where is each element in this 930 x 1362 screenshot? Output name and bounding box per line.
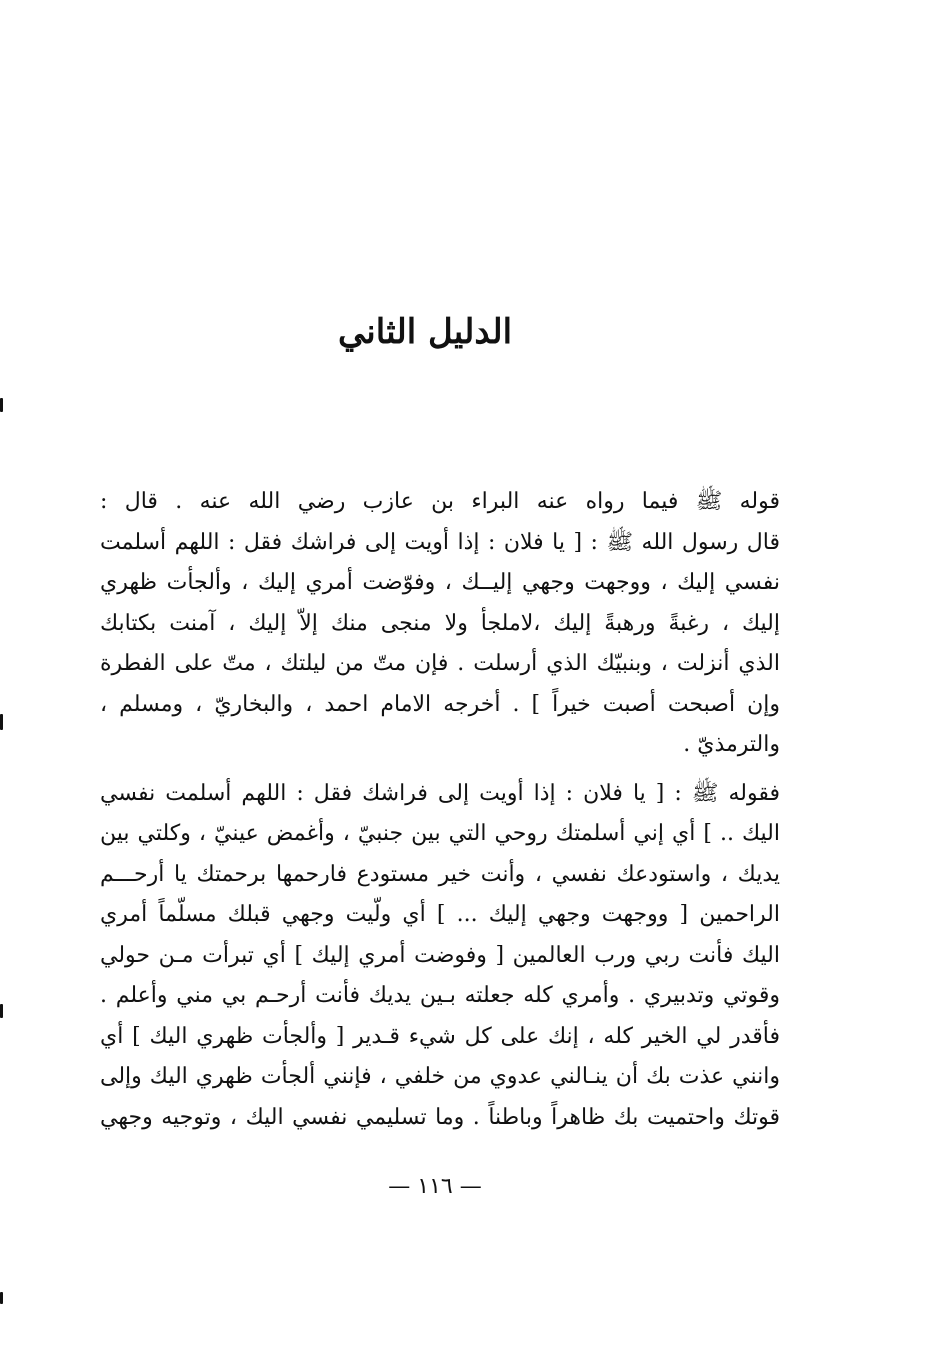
text-line: نفسي إليك ، ووجهت وجهي إليــك ، وفوّضت أمري إليك ، وألجأت ظهري (100, 570, 780, 595)
text-line: فقوله ﷺ : [ يا فلان : إذا أويت إلى فراشك فقل : اللهم أسلمت نفسي (100, 780, 780, 806)
paragraph-1 (100, 482, 780, 766)
text-line: قوتك واحتميت بك ظاهراً وباطناً . وما تسليمي نفسي اليك ، وتوجيه وجهي (100, 1104, 780, 1130)
text-line: يديك ، واستودعك نفسي ، وأنت خير مستودع فارحمها برحمتك يا أرحـــم (100, 861, 780, 887)
text-line: إليك ، رغبةً ورهبةً إليك ،لاملجأ ولا منجى منك إلاّ إليك ، آمنت بكتابك (100, 610, 780, 636)
text-line: اليك فأنت ربي ورب العالمين [ وفوضت أمري إليك ] أي تبرأت مـن حولي (100, 942, 780, 968)
text-line: الراحمين [ ووجهت وجهي إليك ... ] أي ولّيت وجهي قبلك مسلّماً أمري (100, 902, 780, 927)
text-line: وإن أصبحت أصبت خيراً ] . أخرجه الامام احمد ، والبخاريّ ، ومسلم ، (100, 691, 780, 717)
body-text (100, 482, 780, 1138)
scan-margin-mark (0, 398, 3, 412)
scan-margin-mark (0, 1004, 3, 1018)
text-line: وقوتي وتدبيري . وأمري كله جعلته بـين يديك فأنت أرحـم بي مني وأعلم . (100, 983, 780, 1008)
text-line: فأقدر لي الخير كله ، إنك على كل شيء قـدير [ وألجأت ظهري اليك ] أي (100, 1023, 780, 1049)
page-title: الدليل الثاني (337, 312, 513, 352)
text-line: اليك .. ] أي إني أسلمتك روحي التي بين جنبيّ ، وأغمض عينيّ ، وكلتي بين (100, 821, 780, 846)
text-line: الذي أنزلت ، وبنبيّك الذي أرسلت . فإن متّ من ليلتك ، متّ على الفطرة (100, 651, 780, 676)
text-line: قال رسول الله ﷺ : [ يا فلان : إذا أويت إلى فراشك فقل : اللهم أسلمت (100, 529, 780, 555)
text-line: قوله ﷺ فيما رواه عنه البراء بن عازب رضي الله عنه . قال : (100, 489, 780, 514)
paragraph-gap (100, 766, 780, 774)
paragraph-2 (100, 774, 780, 1139)
text-line: وانني عذت بك أن ينـالني عدوي من خلفي ، فإنني ألجأت ظهري اليك وإلى (100, 1064, 780, 1089)
scan-margin-mark (0, 714, 3, 730)
text-line: والترمذيّ . (683, 732, 780, 757)
scan-margin-mark (0, 1292, 3, 1304)
page-number: — ١١٦ — (388, 1174, 482, 1199)
